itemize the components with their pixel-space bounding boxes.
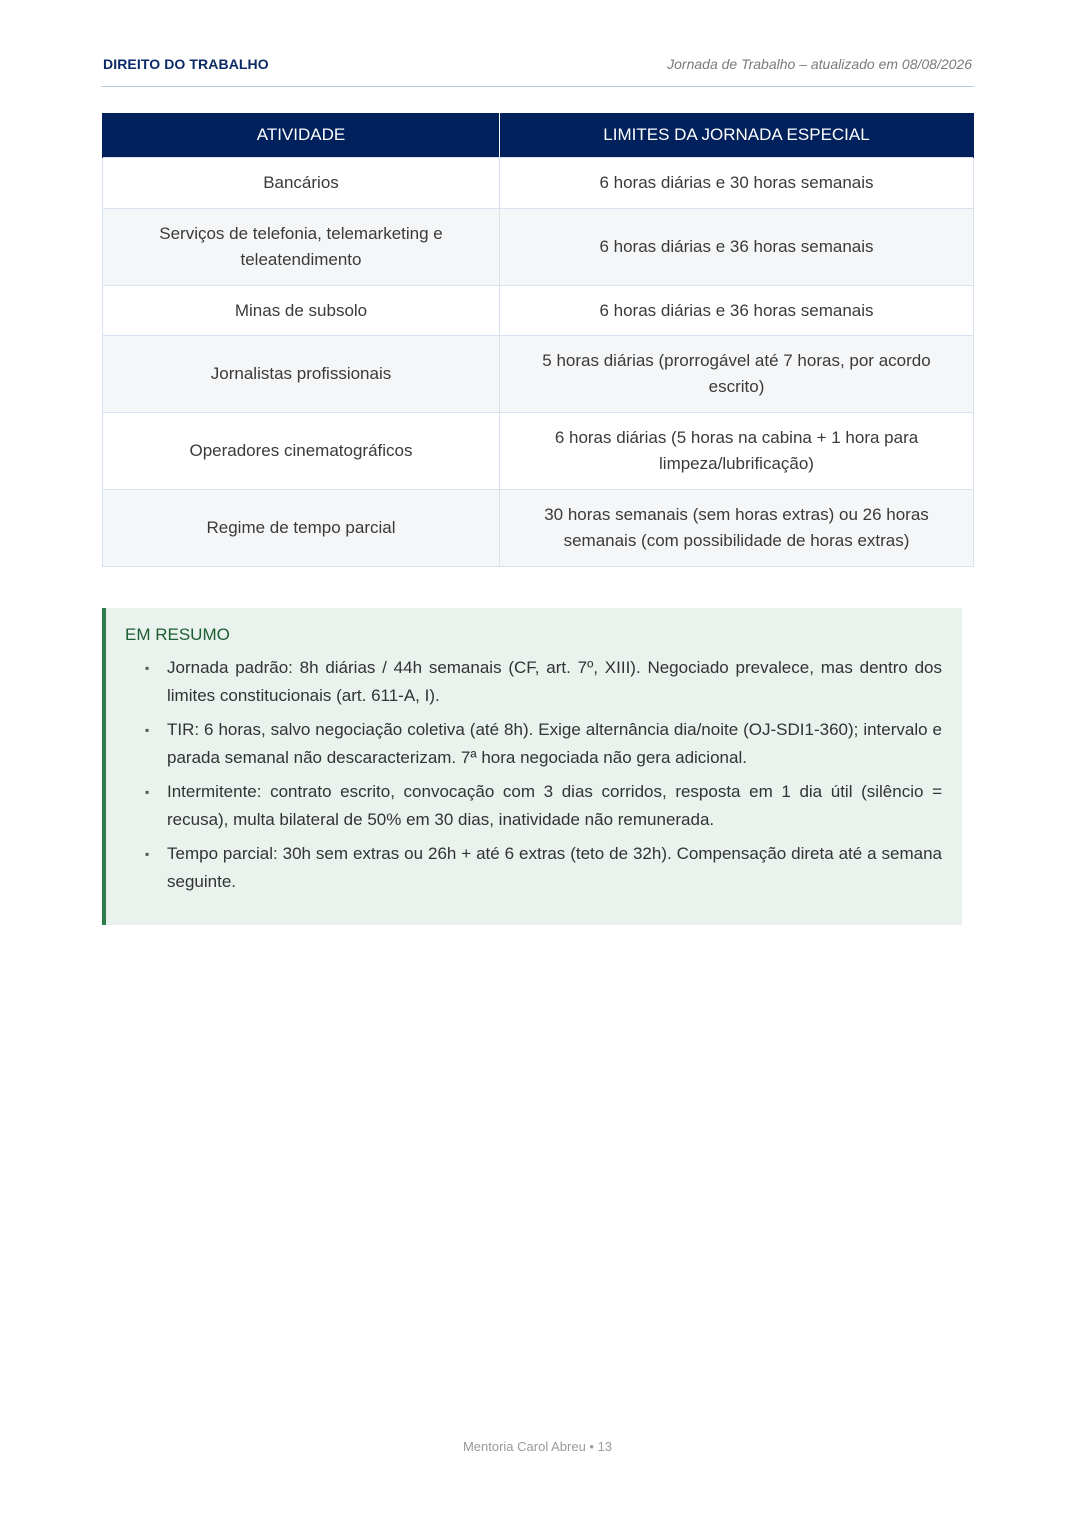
square-bullet-icon: ▪ <box>145 723 150 737</box>
table-row <box>103 209 974 286</box>
table-row <box>103 158 974 209</box>
limit-cell: 5 horas diárias (prorrogável até 7 horas, por acordo escrito) <box>500 336 974 413</box>
summary-box <box>102 608 962 925</box>
limit-cell: 30 horas semanais (sem horas extras) ou 26 horas semanais (com possibilidade de horas extras) <box>500 490 974 567</box>
header-section-title: DIREITO DO TRABALHO <box>103 56 269 72</box>
list-item-text: TIR: 6 horas, salvo negociação coletiva (até 8h). Exige alternância dia/noite (OJ-SDI1-360); intervalo e parada semanal não descaracterizam. 7ª hora negociada não gera adicional. <box>167 720 942 767</box>
activity-cell: Serviços de telefonia, telemarketing e teleatendimento <box>103 209 500 286</box>
activity-cell: Jornalistas profissionais <box>103 336 500 413</box>
list-item <box>145 716 942 772</box>
header-subtitle: Jornada de Trabalho – atualizado em 08/08/2026 <box>667 56 972 72</box>
activity-cell: Operadores cinematográficos <box>103 413 500 490</box>
limit-cell: 6 horas diárias e 36 horas semanais <box>500 209 974 286</box>
page-footer: Mentoria Carol Abreu • 13 <box>462 1439 613 1454</box>
list-item <box>145 840 942 896</box>
activity-cell: Regime de tempo parcial <box>103 490 500 567</box>
summary-title: EM RESUMO <box>125 625 230 644</box>
table-row <box>103 490 974 567</box>
table-row <box>103 413 974 490</box>
column-header-limits: LIMITES DA JORNADA ESPECIAL <box>500 113 974 158</box>
list-item-text: Jornada padrão: 8h diárias / 44h semanais (CF, art. 7º, XIII). Negociado prevalece, mas dentro dos limites constitucionais (art. 611-A, I). <box>167 658 942 705</box>
limits-table <box>102 113 974 567</box>
summary-list <box>125 654 942 896</box>
list-item <box>145 654 942 710</box>
table-row <box>103 336 974 413</box>
list-item <box>145 778 942 834</box>
table-row <box>103 286 974 336</box>
limit-cell: 6 horas diárias e 36 horas semanais <box>500 286 974 336</box>
column-header-activity: ATIVIDADE <box>103 113 500 158</box>
activity-cell: Bancários <box>103 158 500 209</box>
limit-cell: 6 horas diárias (5 horas na cabina + 1 hora para limpeza/lubrificação) <box>500 413 974 490</box>
page-header <box>101 54 974 87</box>
square-bullet-icon: ▪ <box>145 847 150 861</box>
table-header-row <box>103 113 974 158</box>
square-bullet-icon: ▪ <box>145 785 150 799</box>
square-bullet-icon: ▪ <box>145 661 150 675</box>
limit-cell: 6 horas diárias e 30 horas semanais <box>500 158 974 209</box>
list-item-text: Intermitente: contrato escrito, convocação com 3 dias corridos, resposta em 1 dia útil (silêncio = recusa), multa bilateral de 50% em 30 dias, inatividade não remunerada. <box>167 782 942 829</box>
list-item-text: Tempo parcial: 30h sem extras ou 26h + até 6 extras (teto de 32h). Compensação direta até a semana seguinte. <box>167 844 942 891</box>
activity-cell: Minas de subsolo <box>103 286 500 336</box>
